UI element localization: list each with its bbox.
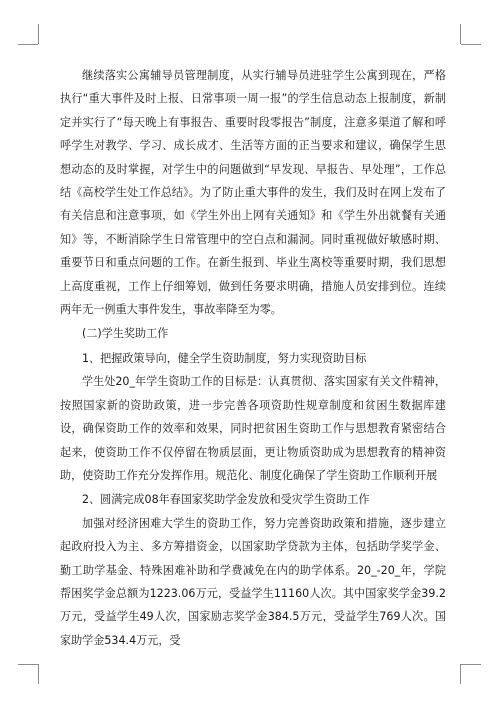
body-paragraph: 继续落实公寓辅导员管理制度，从实行辅导员进驻学生公寓到现在，严格执行“重大事件及时上报、日常事项一周一报”的学生信息动态上报制度，新制定并实行了“每天晚上有事报告、重要时段零报告”制度，注意多渠道了解和呼呼学生对教学、学习、成长成才、生活等方面的正当要求和建议，确保学生思想动态的及时掌握，对学生中的问题做到“早发现、早报告、早处理”，工作总结《高校学生处工作总结》。为了防止重大事件的发生，我们及时在网上发布了有关信息和注意事项，如《学生外出上网有关通知》和《学生外出就餐有关通知》等，不断消除学生日常管理中的空白点和漏洞。同时重视做好敏感时期、重要节日和重点问题的工作。在新生报到、毕业生离校等重要时期，我们思想上高度重视，工作上仔细筹划，做到任务要求明确，措施人员安排到位。连续两年无一例重大事件发生，事故率降至为零。	[60, 69, 446, 317]
subsection-heading: 1、把握政策导向，健全学生资助制度，努力实现资助目标	[82, 351, 367, 365]
crop-mark-top-left-vertical	[38, 24, 39, 44]
crop-mark-top-right-horizontal	[461, 44, 481, 45]
crop-mark-bottom-left-vertical	[38, 664, 39, 684]
crop-mark-bottom-right-vertical	[460, 664, 461, 684]
crop-mark-top-right-vertical	[460, 24, 461, 44]
body-paragraph: 加强对经济困难大学生的资助工作，努力完善资助政策和措施，逐步建立起政府投入为主、多方筹措资金，以国家助学贷款为主体，包括助学奖学金、勤工助学基金、特殊困难补助和学费减免在内的助学体系。20_-20_年，学院帮困奖学金总额为1223.06万元，受益学生11160人次。其中国家奖学金39.2万元，受益学生49人次，国家励志奖学金384.5万元，受益学生769人次。国家助学金534.4万元，受	[60, 516, 446, 647]
crop-mark-bottom-left-horizontal	[18, 664, 38, 665]
section-heading: (二)学生奖助工作	[82, 327, 169, 341]
crop-mark-top-left-horizontal	[18, 44, 38, 45]
document-body	[60, 64, 446, 652]
subsection-heading: 2、圆满完成08年春国家奖助学金发放和受灾学生资助工作	[82, 493, 370, 507]
crop-mark-bottom-right-horizontal	[461, 664, 481, 665]
body-paragraph: 学生处20_年学生资助工作的目标是：认真贯彻、落实国家有关文件精神，按照国家新的资助政策，进一步完善各项资助性规章制度和贫困生数据库建设，确保资助工作的效率和效果，同时把贫困生资助工作与思想教育紧密结合起来，使资助工作不仅停留在物质层面，更让物质资助成为思想教育的精神资助，使资助工作充分发挥作用。规范化、制度化确保了学生资助工作顺利开展	[60, 375, 446, 482]
